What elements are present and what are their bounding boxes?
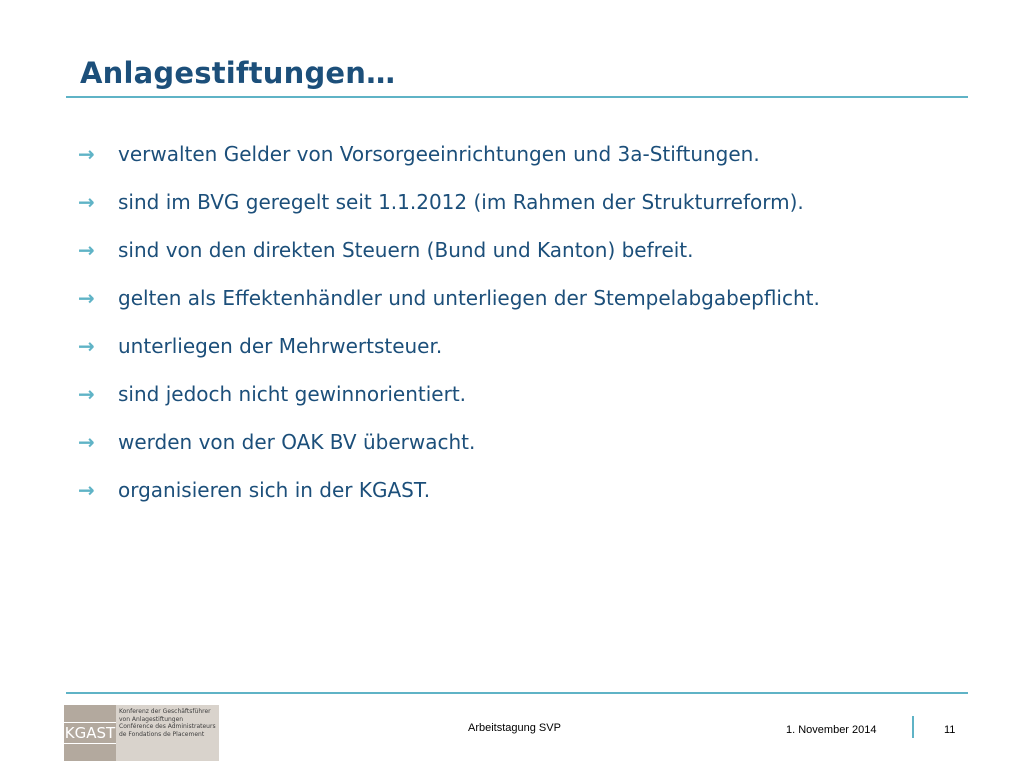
bullet-text: werden von der OAK BV überwacht.: [118, 430, 476, 454]
bullet-text: sind von den direkten Steuern (Bund und Kanton) befreit.: [118, 238, 694, 262]
list-item: [78, 370, 820, 418]
arrow-right-icon: →: [78, 430, 95, 454]
logo-line: Konferenz der Geschäftsführer: [119, 708, 211, 715]
footer-date: 1. November 2014: [786, 724, 877, 736]
slide-title: Anlagestiftungen…: [80, 56, 396, 90]
bullet-text: verwalten Gelder von Vorsorgeeinrichtungen und 3a-Stiftungen.: [118, 142, 760, 166]
arrow-right-icon: →: [78, 382, 95, 406]
footer-divider: [66, 692, 968, 694]
logo-letters: KGAST: [64, 724, 116, 742]
bullet-text: gelten als Effektenhändler und unterliegen der Stempelabgabepflicht.: [118, 286, 820, 310]
arrow-right-icon: →: [78, 238, 95, 262]
list-item: [78, 322, 820, 370]
list-item: [78, 130, 820, 178]
arrow-right-icon: →: [78, 190, 95, 214]
arrow-right-icon: →: [78, 286, 95, 310]
title-divider: [66, 96, 968, 98]
bullet-text: unterliegen der Mehrwertsteuer.: [118, 334, 443, 358]
arrow-right-icon: →: [78, 478, 95, 502]
arrow-right-icon: →: [78, 334, 95, 358]
logo-letters-box: [64, 705, 116, 761]
logo-line: Conférence des Administrateurs: [119, 723, 216, 730]
logo-line: von Anlagestiftungen: [119, 715, 184, 723]
footer-event: Arbeitstagung SVP: [468, 722, 561, 734]
bullet-text: organisieren sich in der KGAST.: [118, 478, 431, 502]
list-item: [78, 226, 820, 274]
list-item: [78, 178, 820, 226]
list-item: [78, 466, 820, 514]
list-item: [78, 418, 820, 466]
logo-line: de Fondations de Placement: [119, 730, 205, 738]
page-number: 11: [944, 724, 956, 736]
kgast-logo: [64, 705, 214, 761]
logo-caption: [116, 705, 219, 761]
footer-separator: [912, 716, 914, 738]
bullet-text: sind jedoch nicht gewinnorientiert.: [118, 382, 467, 406]
bullet-text: sind im BVG geregelt seit 1.1.2012 (im Rahmen der Strukturreform).: [118, 190, 804, 214]
list-item: [78, 274, 820, 322]
bullet-list: [78, 130, 820, 514]
arrow-right-icon: →: [78, 142, 95, 166]
